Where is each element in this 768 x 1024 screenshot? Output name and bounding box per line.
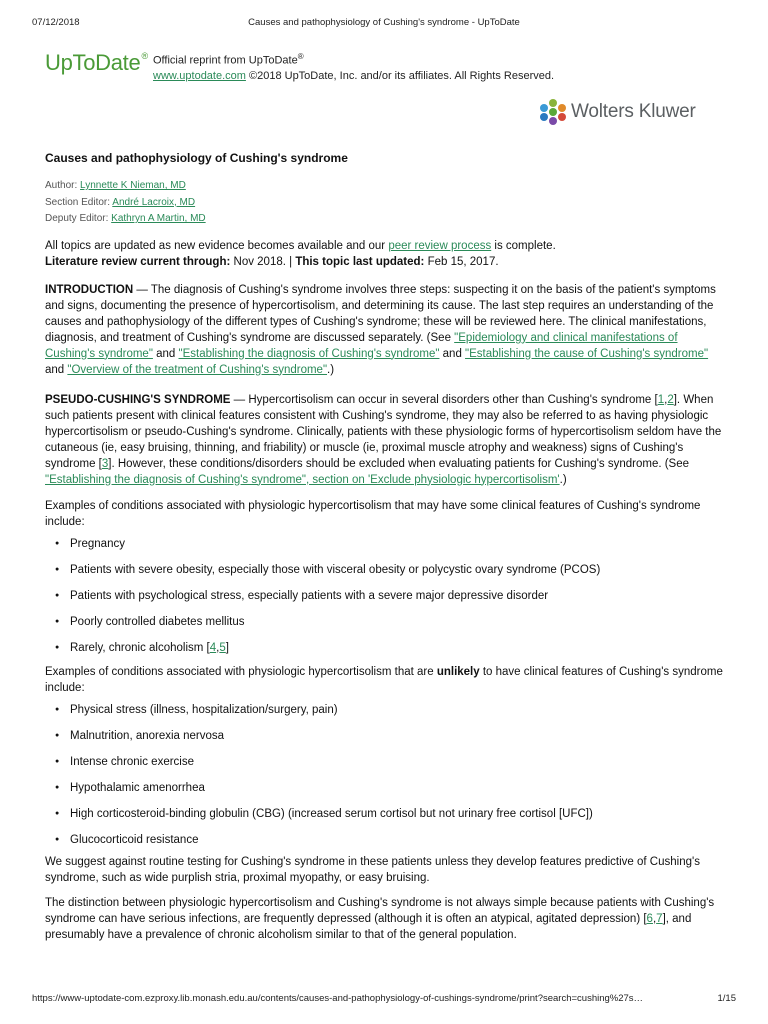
page-number: 1/15 xyxy=(717,993,736,1004)
ref-link-5[interactable]: 5 xyxy=(219,641,226,654)
introduction-section: INTRODUCTION — The diagnosis of Cushing's syndrome involves three steps: suspecting it on the basis of the patient's symptoms and signs, documenting the presence of hypercortisolism, and determining its cause. The last step requires an understanding of the causes and pathophysiology of the different types of Cushing's syndrome; these will be reviewed here. The clinical manifestations, diagnosis, and treatment of Cushing's syndrome are discussed separately. (See "Epidemiology and clinical manifestations of Cushing's syndrome" and "Establishing the diagnosis of Cushing's syndrome" and "Establishing the cause of Cushing's syndrome" and "Overview of the treatment of Cushing's syndrome".) xyxy=(45,283,716,376)
testing-recommendation: We suggest against routine testing for Cushing's syndrome in these patients unless they develop features predictive of Cushing's syndrome, such as wide purplish stria, proximal myopathy, or easy bruising. xyxy=(45,855,700,884)
section-editor-line: Section Editor: André Lacroix, MD xyxy=(45,196,196,208)
unlikely-conditions-list xyxy=(45,702,725,852)
introduction-heading: INTRODUCTION xyxy=(45,283,134,296)
print-footer xyxy=(32,993,736,1007)
exclude-physiologic-link[interactable]: "Establishing the diagnosis of Cushing's syndrome", section on 'Exclude physiologic hypercortisolism' xyxy=(45,473,560,486)
wolters-kluwer-logo xyxy=(538,96,738,128)
print-page-title: Causes and pathophysiology of Cushing's syndrome - UpToDate xyxy=(248,17,520,28)
author-line: Author: Lynnette K Nieman, MD xyxy=(45,180,186,191)
print-url: https://www-uptodate-com.ezproxy.lib.monash.edu.au/contents/causes-and-pathophysiology-of-cushings-syndrome/print?search=cushing%27s… xyxy=(32,993,644,1004)
update-notice: All topics are updated as new evidence becomes available and our peer review process is complete. Literature review current through: Nov 2018. | This topic last updated: Feb 15, 2017. xyxy=(45,239,556,268)
section-editor-link[interactable]: André Lacroix, MD xyxy=(112,196,196,208)
list-item: ● Glucocorticoid resistance xyxy=(45,832,725,852)
ref-link-7[interactable]: 7 xyxy=(656,912,663,925)
uptodate-logo[interactable]: UpToDate® xyxy=(45,50,148,75)
distinction-paragraph: The distinction between physiologic hypercortisolism and Cushing's syndrome is not always simple because patients with Cushing's syndrome can have serious infections, are frequently depressed (although it is often an atypical, agitated depression) [6,7], and presumably have a prevalence of chronic alcoholism similar to that of the general population. xyxy=(45,896,715,941)
list-item: ● Poorly controlled diabetes mellitus xyxy=(45,614,725,640)
author-link[interactable]: Lynnette K Nieman, MD xyxy=(80,180,186,191)
print-date: 07/12/2018 xyxy=(32,17,80,28)
list-item: ● Malnutrition, anorexia nervosa xyxy=(45,728,725,754)
likely-conditions-list xyxy=(45,536,725,662)
reprint-notice: Official reprint from UpToDate® www.uptodate.com ©2018 UpToDate, Inc. and/or its affiliates. All Rights Reserved. xyxy=(153,52,555,82)
likely-conditions-intro: Examples of conditions associated with physiologic hypercortisolism that may have some clinical features of Cushing's syndrome include: xyxy=(45,499,701,528)
deputy-editor-link[interactable]: Kathryn A Martin, MD xyxy=(111,213,206,224)
list-item: ● High corticosteroid-binding globulin (CBG) (increased serum cortisol but not urinary free cortisol [UFC]) xyxy=(45,806,725,832)
pseudo-cushing-section: PSEUDO-CUSHING'S SYNDROME — Hypercortisolism can occur in several disorders other than Cushing's syndrome [1,2]. When such patients present with clinical features consistent with Cushing's syndrome, they may also be referred to as having physiologic hypercortisolism or pseudo-Cushing's syndrome. Clinically, patients with these physiologic forms of hypercortisolism seldom have the cutaneous (ie, easy bruising, thinning, and friability) or muscle (ie, proximal muscle atrophy and weakness) signs of Cushing's syndrome [3]. However, these conditions/disorders should be excluded when evaluating patients for Cushing's syndrome. (See "Establishing the diagnosis of Cushing's syndrome", section on 'Exclude physiologic hypercortisolism'.) xyxy=(45,393,722,486)
article-authorship xyxy=(45,178,725,228)
list-item: ● Physical stress (illness, hospitalization/surgery, pain) xyxy=(45,702,725,728)
wolters-kluwer-wordmark: Wolters Kluwer xyxy=(571,101,696,122)
deputy-editor-line: Deputy Editor: Kathryn A Martin, MD xyxy=(45,213,206,224)
diagnosis-link[interactable]: "Establishing the diagnosis of Cushing's syndrome" xyxy=(178,347,440,360)
list-item: ● Patients with psychological stress, especially patients with a severe major depressive disorder xyxy=(45,588,725,614)
cause-link[interactable]: "Establishing the cause of Cushing's syndrome" xyxy=(465,347,709,360)
pseudo-cushing-heading: PSEUDO-CUSHING'S SYNDROME xyxy=(45,393,231,406)
treatment-link[interactable]: "Overview of the treatment of Cushing's syndrome" xyxy=(67,363,328,376)
article-content xyxy=(45,150,725,943)
peer-review-link[interactable]: peer review process xyxy=(388,239,492,252)
ref-link-4[interactable]: 4 xyxy=(209,641,217,654)
list-item: ● Patients with severe obesity, especially those with visceral obesity or polycystic ovary syndrome (PCOS) xyxy=(45,562,725,588)
article-title: Causes and pathophysiology of Cushing's syndrome xyxy=(45,151,348,165)
uptodate-site-link[interactable]: www.uptodate.com xyxy=(153,69,246,82)
list-item: ● Intense chronic exercise xyxy=(45,754,725,780)
list-item: ● Hypothalamic amenorrhea xyxy=(45,780,725,806)
list-item: ● Rarely, chronic alcoholism [4,5] xyxy=(45,640,725,662)
ref-link-2[interactable]: 2 xyxy=(667,393,674,406)
ref-link-1[interactable]: 1 xyxy=(657,393,665,406)
ref-link-6[interactable]: 6 xyxy=(646,912,653,925)
ref-link-3[interactable]: 3 xyxy=(101,457,109,470)
print-header xyxy=(32,17,736,31)
wolters-kluwer-globe-icon xyxy=(538,97,568,127)
unlikely-conditions-intro: Examples of conditions associated with physiologic hypercortisolism that are unlikely to have clinical features of Cushing's syndrome include: xyxy=(45,665,723,694)
epidemiology-link[interactable]: "Epidemiology and clinical manifestations of Cushing's syndrome" xyxy=(45,331,678,360)
list-item: ● Pregnancy xyxy=(45,536,725,562)
